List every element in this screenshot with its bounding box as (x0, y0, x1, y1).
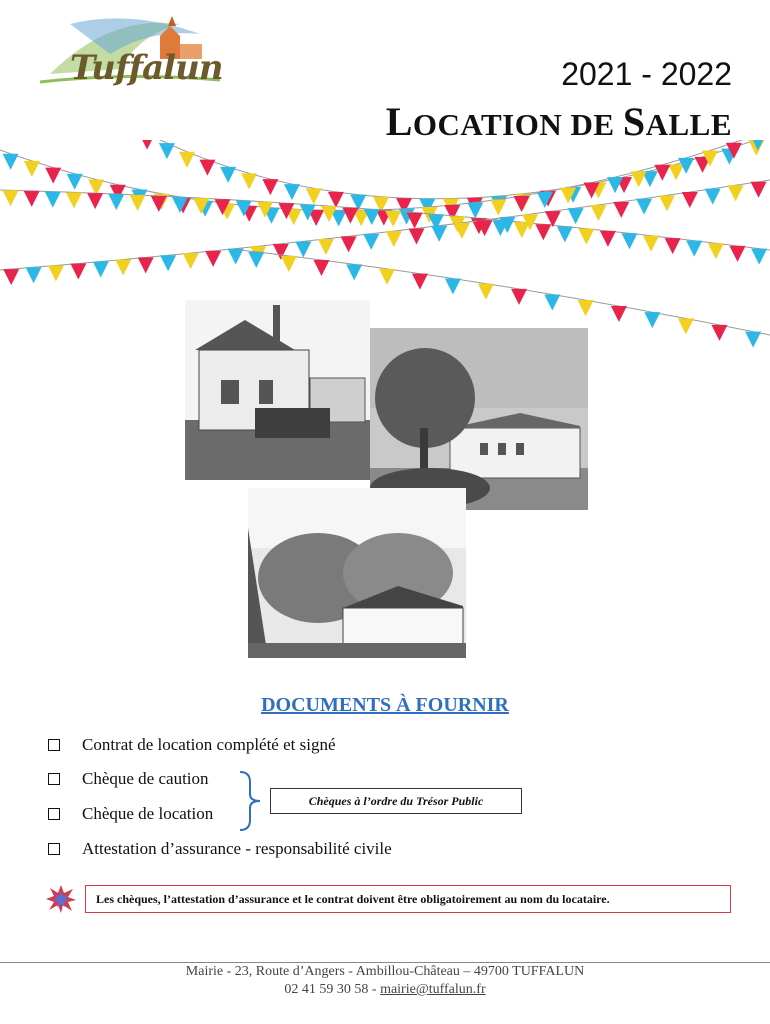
bunting-flag (306, 188, 322, 204)
bunting-flag (328, 192, 344, 208)
bunting-flag (621, 233, 637, 249)
bunting-flag (535, 224, 551, 240)
documents-heading: DOCUMENTS À FOURNIR (261, 694, 509, 716)
bunting-flag (262, 179, 278, 195)
bunting-flag (183, 253, 199, 269)
document-item-location-cheque (48, 804, 213, 824)
photo-hall-building-3 (248, 488, 466, 658)
bunting-flag (346, 264, 362, 280)
document-item-label: Contrat de location complété et signé (82, 735, 336, 754)
bunting-flag (67, 174, 83, 190)
tuffalun-logo (30, 14, 230, 94)
document-item-caution-cheque (48, 769, 209, 789)
bunting-flag (24, 161, 40, 177)
bunting-flag (248, 252, 264, 268)
bunting-flag (668, 164, 684, 180)
bunting-flag (705, 189, 721, 205)
footer-divider (0, 962, 770, 963)
bunting-flag (678, 318, 694, 334)
bunting-flag (728, 185, 744, 201)
bunting-flag (26, 267, 42, 283)
bunting-flag (730, 246, 746, 262)
bunting-flag (665, 238, 681, 254)
document-item-label: Chèque de location (82, 804, 214, 823)
bunting-flag (341, 236, 357, 252)
starburst-icon (46, 885, 76, 913)
bunting-flag (45, 192, 61, 208)
bunting-flag (636, 199, 652, 215)
footer-contact (0, 982, 770, 998)
bunting-flag (24, 191, 40, 207)
bunting-flag (115, 260, 131, 276)
bunting-flag (385, 211, 401, 227)
bunting-flag (454, 223, 470, 239)
bunting-flag (467, 202, 483, 218)
bunting-flag (130, 195, 146, 211)
notice-box: Les chèques, l’attestation d’assurance et le contrat doivent être obligatoirement au nom du locataire. (85, 885, 731, 913)
photo-hall-building-2 (370, 328, 588, 510)
bunting-flag (66, 192, 82, 208)
document-item-label: Chèque de caution (82, 769, 209, 788)
bunting-flag (568, 208, 584, 224)
bunting-flag (745, 332, 761, 348)
bunting-flag (3, 154, 19, 170)
bunting-flag (364, 209, 380, 225)
document-item-insurance (48, 839, 392, 859)
bunting-decoration (0, 140, 770, 360)
document-item-label: Attestation d’assurance - responsabilité civile (82, 839, 392, 858)
bunting-flag (179, 152, 195, 168)
bunting-flag (478, 284, 494, 300)
bunting-flag (48, 265, 64, 281)
bunting-flag (3, 190, 19, 206)
bunting-flag (379, 269, 395, 285)
bunting-flag (659, 195, 675, 211)
bunting-flag (578, 300, 594, 316)
checkbox-icon[interactable] (48, 739, 60, 751)
bunting-flag (686, 241, 702, 257)
bunting-flag (70, 264, 86, 280)
bunting-flag (557, 226, 573, 242)
bunting-flag (631, 171, 647, 187)
bunting-flag (445, 279, 461, 295)
bunting-flag (45, 168, 61, 184)
bunting-flag (408, 228, 424, 244)
bunting-flag (313, 260, 329, 276)
bunting-flag (412, 274, 428, 290)
bunting-flag (751, 249, 767, 265)
bunting-flag (3, 269, 19, 285)
bunting-flag (682, 192, 698, 208)
bunting-flag (363, 234, 379, 250)
page-title: LOCATION DE SALLE (385, 99, 732, 144)
document-item-contract (48, 735, 336, 755)
bunting-flag (160, 255, 176, 271)
bunting-flag (544, 294, 560, 310)
bunting-flag (205, 251, 221, 267)
checkbox-icon[interactable] (48, 773, 60, 785)
logo-text: Tuffalun (70, 48, 223, 88)
bunting-flag (281, 256, 297, 272)
bunting-flag (386, 231, 402, 247)
bunting-flag (751, 182, 767, 198)
bunting-flag (87, 193, 103, 209)
bunting-flag (139, 140, 155, 150)
bunting-flag (711, 325, 727, 341)
bunting-flag (108, 194, 124, 210)
bunting-flag (318, 239, 334, 255)
footer-email-link[interactable]: mairie@tuffalun.fr (380, 982, 486, 997)
bunting-flag (159, 143, 175, 159)
right-brace-icon (236, 770, 266, 832)
bunting-flag (138, 257, 154, 273)
bunting-flag (407, 213, 423, 229)
bunting-flag (514, 196, 530, 212)
bunting-flag (284, 184, 300, 200)
bunting-flag (151, 196, 167, 212)
bunting-flag (241, 173, 257, 189)
photo-hall-building-1 (185, 300, 370, 480)
bunting-flag (643, 236, 659, 252)
footer-phone: 02 41 59 30 58 - (284, 982, 381, 997)
bunting-flag (578, 229, 594, 245)
bunting-flag (228, 249, 244, 265)
bunting-flag (295, 241, 311, 257)
bunting-flag (590, 205, 606, 221)
cheques-payee-note: Chèques à l’ordre du Trésor Public (270, 788, 522, 814)
bunting-flag (490, 199, 506, 215)
bunting-flag (431, 226, 447, 242)
footer-address: Mairie - 23, Route d’Angers - Ambillou-Château – 49700 TUFFALUN (185, 964, 585, 979)
bunting-flag (600, 231, 616, 247)
bunting-flag (708, 243, 724, 259)
checkbox-icon[interactable] (48, 808, 60, 820)
bunting-flag (511, 289, 527, 305)
bunting-flag (93, 262, 109, 278)
bunting-flag (611, 306, 627, 322)
checkbox-icon[interactable] (48, 843, 60, 855)
bunting-flag (199, 160, 215, 176)
bunting-flag (613, 202, 629, 218)
year-label: 2021 - 2022 (561, 56, 732, 92)
bunting-flag (220, 167, 236, 183)
bunting-flag (644, 312, 660, 328)
